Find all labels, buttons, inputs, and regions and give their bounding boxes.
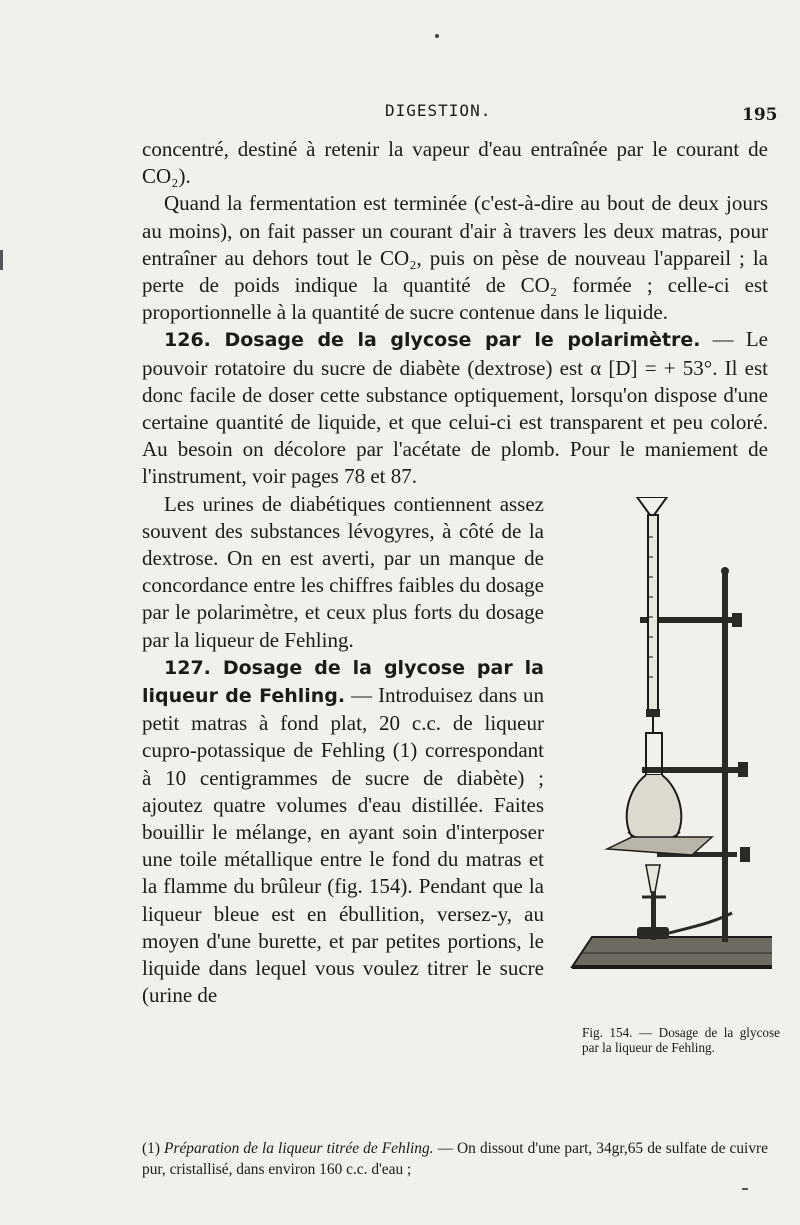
margin-mark <box>0 250 3 270</box>
figure-154 <box>562 497 780 1122</box>
section-heading: 126. Dosage de la glycose par le polarimètre. <box>164 329 701 352</box>
section-126 <box>142 326 768 490</box>
section-text: — Le pouvoir rotatoire du sucre de diabète (dextrose) est α [D] = + 53°. Il est donc facile de doser cette substance optiquement, lorsqu'on dispose d'une certaine quantité de liquide, et que celui-ci est transparent et peu coloré. Au besoin on décolore par l'acétate de plomb. Pour le maniement de l'instrument, voir pages 78 et 87. <box>142 327 768 489</box>
ink-mark <box>742 1188 748 1190</box>
footnote-title: Préparation de la liqueur titrée de Fehling. <box>164 1140 434 1157</box>
fehling-apparatus-illustration <box>562 497 772 1027</box>
footnote-marker: (1) <box>142 1140 160 1157</box>
running-head: DIGESTION. <box>385 101 492 120</box>
body-text <box>142 136 780 1122</box>
page-number: 195 <box>742 105 778 125</box>
section-heading: 127. Dosage de la glycose par la liqueur de Fehling. <box>142 656 544 708</box>
ink-dot <box>435 34 439 38</box>
footnote <box>142 1138 768 1180</box>
paragraph: Quand la fermentation est terminée (c'est-à-dire au bout de deux jours au moins), on fait passer un courant d'air à travers les deux matras, pour entraîner au dehors tout le CO₂, puis on pèse de nouveau l'appareil ; la perte de poids indique la quantité de CO₂ formée ; celle-ci est proportionnelle à la quantité de sucre contenue dans le liquide. <box>142 191 768 325</box>
paragraph: concentré, destiné à retenir la vapeur d'eau entraînée par le courant de CO₂). <box>142 137 768 189</box>
section-text: — Introduisez dans un petit matras à fond plat, 20 c.c. de liqueur cupro-potassique de Fehling (1) correspondant à 10 centigrammes de sucre de diabète) ; ajoutez quatre volumes d'eau distillée. Faites bouillir le mélange, en ayant soin d'interposer une toile métallique entre le fond du matras et la flamme du brûleur (fig. 154). Pendant que la liqueur bleue est en ébullition, versez-y, au moyen d'une burette, et par petites portions, le liquide dans lequel vous voulez titrer le sucre (urine de <box>142 683 544 1008</box>
figure-caption: Fig. 154. — Dosage de la glycose par la liqueur de Fehling. <box>582 1024 780 1055</box>
footnote-text: — On dissout d'une part, 34gr,65 de sulfate de cuivre pur, cristallisé, dans environ 160 c.c. d'eau ; <box>142 1140 768 1178</box>
paragraph: Les urines de diabétiques contiennent assez souvent des substances lévogyres, à côté de la dextrose. On en est averti, par un manque de concordance entre les chiffres faibles du dosage par le polarimètre, et ceux plus forts du dosage par la liqueur de Fehling. <box>142 491 544 652</box>
